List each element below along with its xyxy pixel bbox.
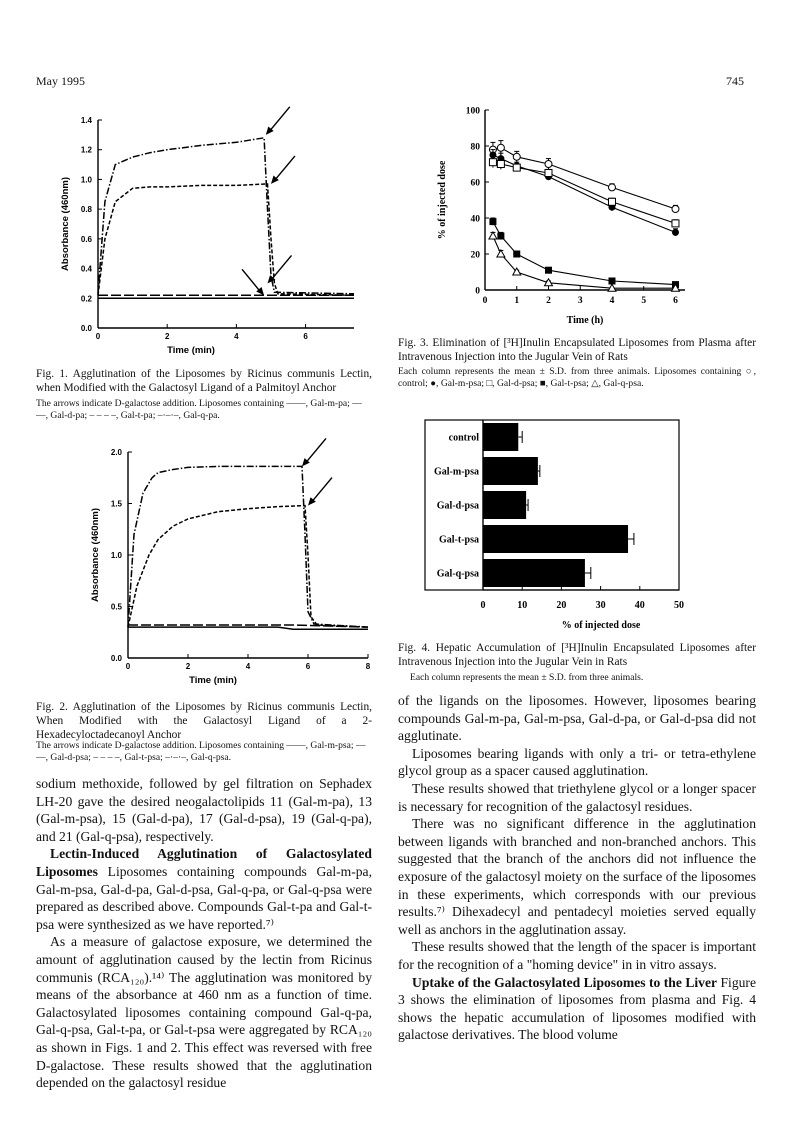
marker-open-square xyxy=(489,159,496,166)
marker-open-square xyxy=(545,170,552,177)
right-paragraph-6-text: Figure 3 shows the elimination of liposomes from plasma and Fig. 4 shows the hepatic accumulation of liposomes modified with galactose derivatives. The blood volume xyxy=(398,974,756,1043)
bar-Gal-m-psa xyxy=(483,457,538,485)
y-tick-label: 0.0 xyxy=(110,654,122,663)
bar-Gal-t-psa xyxy=(483,525,628,553)
fig2-note: The arrows indicate D-galactose addition. Liposomes containing ——, Gal-m-psa; — —, Gal-d-psa; – – – –, Gal-t-psa; –·–·–, Gal-q-psa. xyxy=(36,740,366,763)
series-line-Gal-q-psa xyxy=(128,466,368,627)
x-tick-label: 1 xyxy=(514,296,520,306)
x-tick-label: 10 xyxy=(517,600,528,611)
x-tick-label: 40 xyxy=(634,600,645,611)
fig1-note: The arrows indicate D-galactose addition. Liposomes containing ——, Gal-m-pa; — —, Gal-d-pa; – – – –, Gal-t-pa; –·–·–, Gal-q-pa. xyxy=(36,398,362,421)
x-tick-label: 2 xyxy=(546,296,551,306)
bar-control xyxy=(483,423,518,451)
fig3-caption xyxy=(398,336,756,364)
series-line-Gal-q-psa xyxy=(493,236,676,288)
bar-category-label: Gal-d-psa xyxy=(436,500,479,512)
addition-arrow-shaft xyxy=(270,107,290,131)
addition-arrow-shaft xyxy=(272,255,292,279)
x-axis-label: Time (min) xyxy=(167,345,215,356)
x-tick-label: 20 xyxy=(556,600,567,611)
x-tick-label: 6 xyxy=(673,296,678,306)
x-axis-label: % of injected dose xyxy=(561,620,641,631)
y-tick-label: 0.6 xyxy=(80,234,92,244)
marker-open-triangle xyxy=(497,250,505,257)
marker-open-circle xyxy=(608,184,615,191)
bar-Gal-q-psa xyxy=(483,559,585,587)
x-tick-label: 8 xyxy=(365,662,371,671)
x-tick-label: 0 xyxy=(480,600,486,611)
y-tick-label: 0 xyxy=(475,286,480,297)
fig3-chart xyxy=(425,98,715,330)
fig4-chart xyxy=(425,420,715,640)
fig4-caption-text: Hepatic Accumulation of [³H]Inulin Encapsulated Liposomes after Intravenous Injection into the Jugular Vein in Rats xyxy=(398,642,757,668)
right-paragraph-1: of the ligands on the liposomes. However, liposomes bearing compounds Gal-m-pa, Gal-m-psa, Gal-d-pa, or Gal-d-psa did not agglutinate. xyxy=(398,693,756,744)
y-tick-label: 0.8 xyxy=(80,205,92,215)
x-tick-label: 3 xyxy=(577,296,583,306)
y-tick-label: 0.4 xyxy=(80,264,92,274)
bar-category-label: Gal-q-psa xyxy=(436,568,479,580)
x-tick-label: 30 xyxy=(595,600,606,611)
y-tick-label: 1.0 xyxy=(110,551,122,560)
right-paragraph-5: These results showed that the length of the spacer is important for the recognition of a "homing device" in in vitro assays. xyxy=(398,939,756,972)
marker-open-square xyxy=(497,161,504,168)
left-paragraph-2 xyxy=(36,845,372,933)
section-heading-lectin: Lectin-Induced Agglutination of Galactosylated Liposomes xyxy=(36,846,372,879)
running-header-date: May 1995 xyxy=(36,74,85,88)
addition-arrow-shaft xyxy=(242,269,260,291)
fig2-caption-text: Agglutination of the Liposomes by Ricinus communis Lectin, When Modified with the Galactosyl Ligand of a 2-Hexadecyloctadecanoyl Anchor xyxy=(36,701,373,741)
fig4-caption-label: Fig. 4. xyxy=(398,642,431,654)
fig1-caption-label: Fig. 1. xyxy=(36,368,68,380)
x-axis-label: Time (min) xyxy=(189,675,237,686)
x-tick-label: 6 xyxy=(303,332,308,341)
y-tick-label: 1.0 xyxy=(80,175,92,185)
y-tick-label: 0.0 xyxy=(80,324,92,333)
left-column-text xyxy=(36,775,372,1092)
marker-open-square xyxy=(672,220,679,227)
marker-filled-square xyxy=(497,233,504,240)
series-line-Gal-m-psa xyxy=(128,627,368,629)
addition-arrow-shaft xyxy=(275,156,295,180)
left-paragraph-2-text: Liposomes containing compounds Gal-m-pa, Gal-m-psa, Gal-d-pa, Gal-d-psa, Gal-q-pa, or Gal-q-psa were prepared as described above. Compounds Gal-t-pa and Gal-t-psa were synthesized as we have reported.⁷⁾ xyxy=(36,863,372,932)
marker-filled-square xyxy=(545,267,552,274)
y-axis-label: Absorbance (460nm) xyxy=(90,508,101,602)
x-tick-label: 4 xyxy=(234,332,239,341)
bar-category-label: Gal-t-psa xyxy=(439,534,479,546)
right-paragraph-6 xyxy=(398,974,756,1044)
x-tick-label: 0 xyxy=(125,662,131,671)
marker-open-circle xyxy=(672,206,679,213)
y-tick-label: 100 xyxy=(465,106,480,117)
marker-open-square xyxy=(608,198,615,205)
bar-Gal-d-psa xyxy=(483,491,526,519)
left-paragraph-3: As a measure of galactose exposure, we determined the amount of agglutination caused by the lectin from Ricinus communis (RCA₁₂₀).¹⁴⁾ The agglutination was monitored by means of the absorbance at 460 nm as a function of time. Galactosylated liposomes containing compound Gal-q-pa, Gal-q-psa, Gal-t-pa, or Gal-t-psa were aggregated by RCA₁₂₀ as shown in Figs. 1 and 2. This effect was reversed with free D-galactose. These results showed that the agglutination depended on the galactosyl residue xyxy=(36,934,372,1091)
x-tick-label: 4 xyxy=(245,662,251,671)
fig3-caption-text: Elimination of [³H]Inulin Encapsulated Liposomes from Plasma after Intravenous Injection into the Jugular Vein of Rats xyxy=(398,337,756,363)
marker-filled-square xyxy=(489,218,496,225)
series-line-Gal-t-psa xyxy=(128,506,368,627)
fig1-caption xyxy=(36,367,372,395)
y-tick-label: 2.0 xyxy=(110,448,122,457)
series-line-Gal-t-pa xyxy=(98,184,354,295)
fig3-note: Each column represents the mean ± S.D. from three animals. Liposomes containing ○, control; ●, Gal-m-psa; □, Gal-d-psa; ■, Gal-t-psa; △, Gal-q-psa. xyxy=(398,366,756,389)
marker-filled-square xyxy=(513,251,520,258)
right-paragraph-2: Liposomes bearing ligands with only a tri- or tetra-ethylene glycol group as a spacer caused agglutination. xyxy=(398,745,756,779)
marker-open-square xyxy=(513,164,520,171)
y-tick-label: 20 xyxy=(470,250,480,261)
x-tick-label: 2 xyxy=(164,332,170,341)
bar-category-label: control xyxy=(448,432,479,444)
addition-arrow-shaft xyxy=(312,478,332,502)
left-paragraph-1: sodium methoxide, followed by gel filtration on Sephadex LH-20 gave the desired neogalactolipids 11 (Gal-m-pa), 13 (Gal-m-psa), 15 (Gal-d-pa), 17 (Gal-d-psa), 19 (Gal-q-pa), and 21 (Gal-q-psa), respectively. xyxy=(36,776,372,844)
page-number: 745 xyxy=(726,74,744,88)
marker-open-circle xyxy=(513,153,520,160)
y-axis-label: % of injected dose xyxy=(437,160,448,240)
x-tick-label: 0 xyxy=(95,332,101,341)
x-tick-label: 5 xyxy=(641,296,647,306)
y-tick-label: 80 xyxy=(470,142,480,153)
marker-open-circle xyxy=(545,161,552,168)
fig2-caption-label: Fig. 2. xyxy=(36,701,68,713)
bar-category-label: Gal-m-psa xyxy=(434,466,479,478)
right-paragraph-3: These results showed that triethylene glycol or a longer spacer is necessary for recognition of the galactosyl residues. xyxy=(398,780,756,814)
y-axis-label: Absorbance (460nm) xyxy=(60,177,71,271)
right-column-text xyxy=(398,692,756,1044)
marker-filled-circle xyxy=(672,229,679,236)
fig2-caption xyxy=(36,700,372,742)
marker-open-circle xyxy=(497,144,504,151)
fig2-chart xyxy=(40,440,370,690)
y-tick-label: 40 xyxy=(470,214,480,225)
fig3-caption-label: Fig. 3. xyxy=(398,337,429,349)
x-tick-label: 50 xyxy=(674,600,684,611)
marker-open-triangle xyxy=(489,232,497,239)
y-tick-label: 1.2 xyxy=(80,145,92,155)
x-tick-label: 2 xyxy=(185,662,191,671)
y-tick-label: 0.5 xyxy=(110,602,122,612)
series-line-Gal-q-pa xyxy=(98,138,354,294)
fig1-chart xyxy=(40,100,370,362)
x-tick-label: 0 xyxy=(482,296,488,306)
x-tick-label: 6 xyxy=(305,662,311,671)
y-tick-label: 1.5 xyxy=(110,499,122,509)
right-paragraph-4: There was no significant difference in the agglutination between ligands with branched and non-branched anchors. This suggested that the branch of the anchors did not influence the exposure of the galactosyl moiety on the surface of the liposomes in these experiments, which corresponds with our previous results.⁷⁾ Dihexadecyl and pentadecyl moieties served equally well as anchors in the agglutination assay. xyxy=(398,816,756,937)
fig4-note: Each column represents the mean ± S.D. from three animals. xyxy=(410,672,644,683)
y-tick-label: 60 xyxy=(470,178,480,189)
x-tick-label: 4 xyxy=(609,296,615,306)
fig4-caption xyxy=(398,641,756,669)
y-tick-label: 0.2 xyxy=(80,294,92,304)
fig1-caption-text: Agglutination of the Liposomes by Ricinus communis Lectin, when Modified with the Galactosyl Ligand of a Palmitoyl Anchor xyxy=(36,368,373,394)
x-axis-label: Time (h) xyxy=(566,315,604,326)
y-tick-label: 1.4 xyxy=(80,116,92,125)
addition-arrow-shaft xyxy=(306,438,326,462)
section-heading-uptake: Uptake of the Galactosylated Liposomes to the Liver xyxy=(412,974,718,990)
